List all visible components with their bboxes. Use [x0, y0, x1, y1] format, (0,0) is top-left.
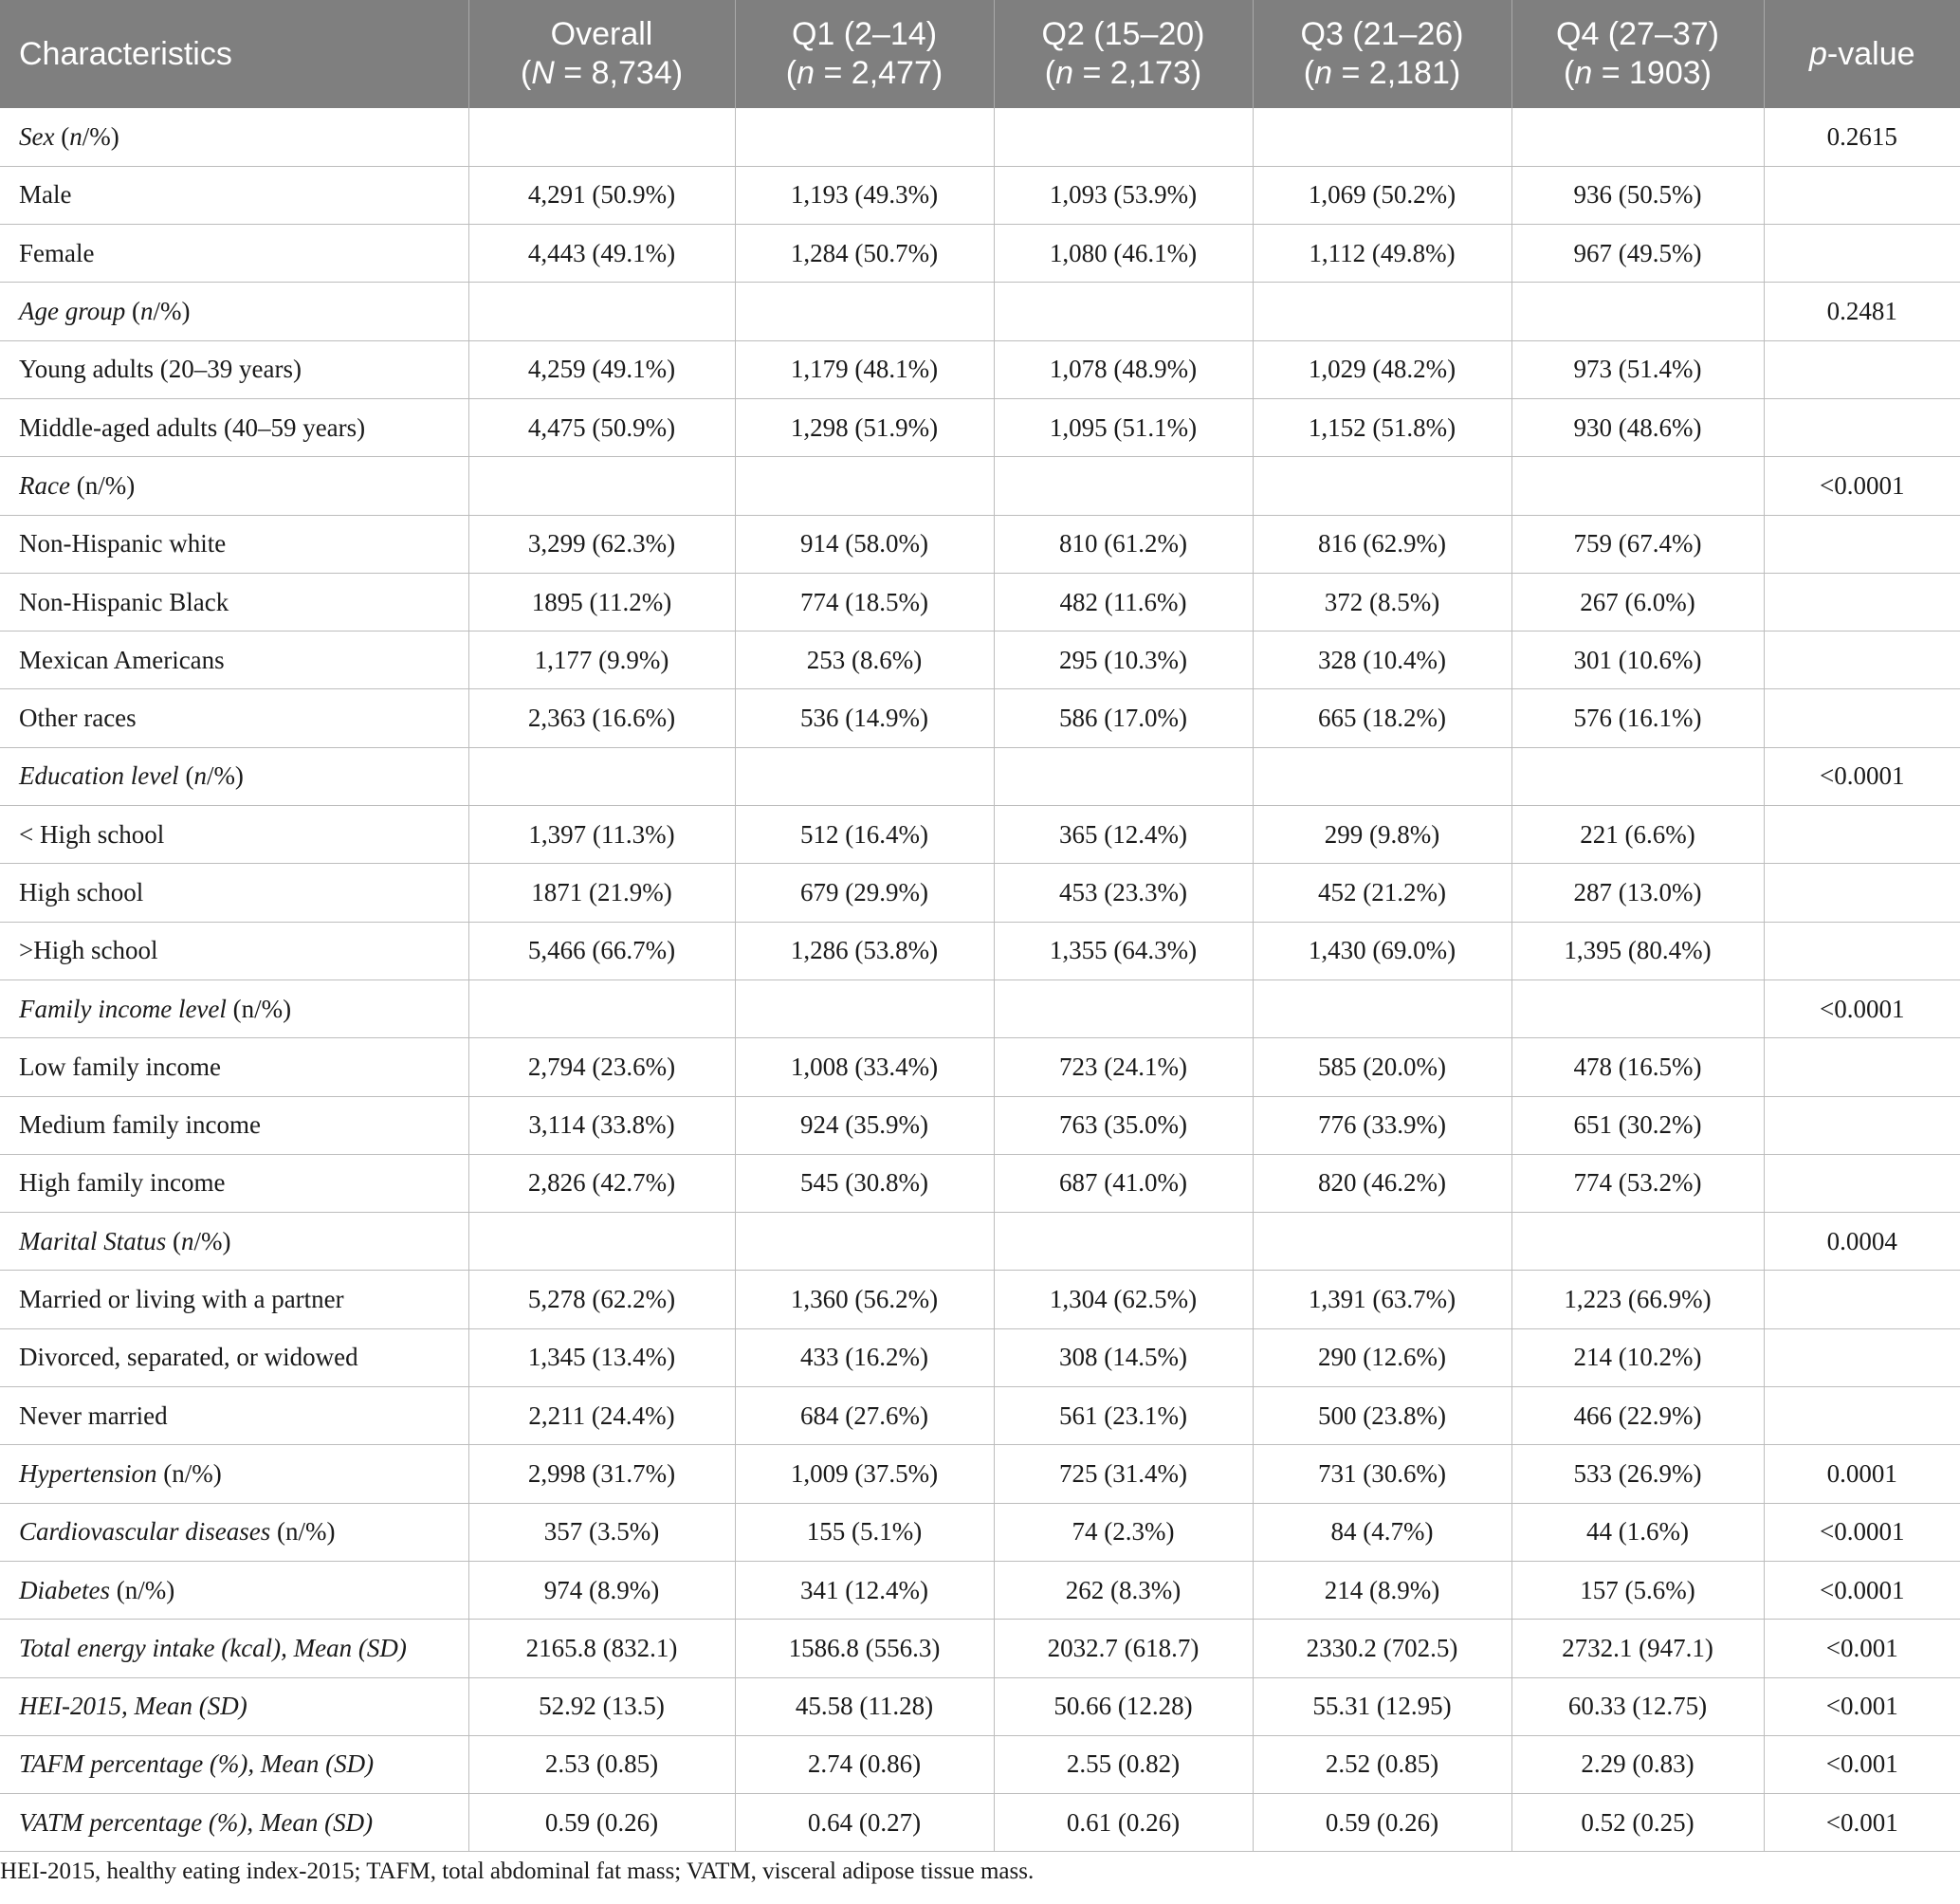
cell-q4: 1,395 (80.4%)	[1511, 922, 1764, 979]
cell-p-value: <0.0001	[1764, 747, 1960, 805]
cell-q1: 1586.8 (556.3)	[735, 1620, 994, 1677]
cell-q2	[994, 457, 1253, 515]
row-label-part: (	[54, 121, 70, 151]
cell-q3: 1,391 (63.7%)	[1253, 1271, 1511, 1328]
row-label	[0, 747, 468, 805]
row-label	[0, 864, 468, 922]
cell-p-value	[1764, 922, 1960, 979]
table-row	[0, 225, 1960, 283]
cell-q2: 1,080 (46.1%)	[994, 225, 1253, 283]
cell-q2	[994, 979, 1253, 1037]
cell-q4: 267 (6.0%)	[1511, 573, 1764, 631]
cell-q1: 0.64 (0.27)	[735, 1794, 994, 1852]
row-label	[0, 1096, 468, 1154]
cell-q3: 84 (4.7%)	[1253, 1503, 1511, 1561]
table-footnote: HEI-2015, healthy eating index-2015; TAFM, total abdominal fat mass; VATM, visceral adipose tissue mass.	[0, 1858, 1035, 1884]
cell-q3: 665 (18.2%)	[1253, 689, 1511, 747]
cell-q1: 1,284 (50.7%)	[735, 225, 994, 283]
row-label	[0, 166, 468, 224]
row-label-text: Other races	[19, 704, 137, 733]
cell-overall: 0.59 (0.26)	[468, 1794, 735, 1852]
row-label-part: (n/%)	[156, 1458, 222, 1488]
cell-q3: 55.31 (12.95)	[1253, 1677, 1511, 1735]
row-label-part: /%)	[82, 121, 119, 151]
row-label-part: /%)	[206, 761, 244, 791]
cell-p-value	[1764, 1038, 1960, 1096]
cell-q3	[1253, 283, 1511, 340]
cell-q4: 576 (16.1%)	[1511, 689, 1764, 747]
row-label-text: Female	[19, 238, 95, 267]
row-label-part: Age group	[19, 297, 126, 326]
cell-q2: 1,093 (53.9%)	[994, 166, 1253, 224]
cell-q1: 155 (5.1%)	[735, 1503, 994, 1561]
table-body	[0, 108, 1960, 1852]
row-label-part: n	[193, 761, 207, 791]
cell-overall: 4,443 (49.1%)	[468, 225, 735, 283]
cell-p-value: <0.0001	[1764, 457, 1960, 515]
cell-p-value	[1764, 515, 1960, 573]
row-label-part: (n/%)	[270, 1517, 336, 1547]
cell-q2	[994, 1213, 1253, 1271]
cell-q1: 536 (14.9%)	[735, 689, 994, 747]
cell-overall: 1,345 (13.4%)	[468, 1328, 735, 1386]
row-label	[0, 457, 468, 515]
cell-overall: 2,998 (31.7%)	[468, 1445, 735, 1503]
row-label-text: Married or living with a partner	[19, 1285, 344, 1314]
cell-q2: 586 (17.0%)	[994, 689, 1253, 747]
cell-q1: 1,286 (53.8%)	[735, 922, 994, 979]
cell-q4	[1511, 108, 1764, 166]
cell-p-value: <0.0001	[1764, 1561, 1960, 1619]
cell-q4	[1511, 747, 1764, 805]
cell-q3: 2330.2 (702.5)	[1253, 1620, 1511, 1677]
cell-q4: 60.33 (12.75)	[1511, 1677, 1764, 1735]
cell-q4: 214 (10.2%)	[1511, 1328, 1764, 1386]
table-row	[0, 457, 1960, 515]
cell-p-value	[1764, 1154, 1960, 1212]
cell-q3: 816 (62.9%)	[1253, 515, 1511, 573]
cell-q4: 44 (1.6%)	[1511, 1503, 1764, 1561]
table-row	[0, 398, 1960, 456]
table-row	[0, 340, 1960, 398]
row-label-part: Marital Status	[19, 1226, 167, 1255]
cell-p-value	[1764, 1387, 1960, 1445]
row-label	[0, 1154, 468, 1212]
table-row	[0, 166, 1960, 224]
cell-q2: 482 (11.6%)	[994, 573, 1253, 631]
cell-p-value: <0.001	[1764, 1677, 1960, 1735]
cell-q1: 1,008 (33.4%)	[735, 1038, 994, 1096]
table-row	[0, 1271, 1960, 1328]
cell-p-value: <0.0001	[1764, 1503, 1960, 1561]
cell-q1: 512 (16.4%)	[735, 806, 994, 864]
table-row	[0, 747, 1960, 805]
cell-p-value: <0.001	[1764, 1620, 1960, 1677]
table-row	[0, 1387, 1960, 1445]
table-row	[0, 806, 1960, 864]
row-label-part: (n/%)	[226, 994, 292, 1023]
cell-overall: 2,794 (23.6%)	[468, 1038, 735, 1096]
table-row	[0, 1096, 1960, 1154]
row-label-text: Never married	[19, 1401, 168, 1430]
cell-q2	[994, 283, 1253, 340]
cell-q2: 1,095 (51.1%)	[994, 398, 1253, 456]
cell-q4: 157 (5.6%)	[1511, 1561, 1764, 1619]
row-label	[0, 340, 468, 398]
row-label-text: Low family income	[19, 1052, 221, 1081]
cell-q2: 723 (24.1%)	[994, 1038, 1253, 1096]
cell-p-value: 0.2615	[1764, 108, 1960, 166]
cell-q4: 533 (26.9%)	[1511, 1445, 1764, 1503]
cell-q1: 1,360 (56.2%)	[735, 1271, 994, 1328]
row-label-part: /%)	[193, 1226, 231, 1255]
cell-q3: 1,430 (69.0%)	[1253, 922, 1511, 979]
row-label-part: (	[125, 297, 140, 326]
row-label-part: n	[181, 1226, 194, 1255]
cell-q1	[735, 747, 994, 805]
cell-q2: 365 (12.4%)	[994, 806, 1253, 864]
row-label-text: Male	[19, 180, 72, 210]
cell-p-value	[1764, 340, 1960, 398]
cell-overall: 4,259 (49.1%)	[468, 340, 735, 398]
cell-q3: 820 (46.2%)	[1253, 1154, 1511, 1212]
table-row	[0, 979, 1960, 1037]
cell-q1: 545 (30.8%)	[735, 1154, 994, 1212]
row-label	[0, 689, 468, 747]
cell-overall: 357 (3.5%)	[468, 1503, 735, 1561]
header-p-value: p-value	[1764, 0, 1960, 108]
row-label	[0, 922, 468, 979]
cell-p-value	[1764, 632, 1960, 689]
cell-p-value: <0.0001	[1764, 979, 1960, 1037]
cell-q3: 214 (8.9%)	[1253, 1561, 1511, 1619]
row-label-text: High school	[19, 878, 144, 906]
row-label-text: >High school	[19, 936, 158, 965]
row-label	[0, 1038, 468, 1096]
cell-q1: 45.58 (11.28)	[735, 1677, 994, 1735]
cell-q1: 774 (18.5%)	[735, 573, 994, 631]
table-row	[0, 864, 1960, 922]
cell-q3	[1253, 1213, 1511, 1271]
header-characteristics: Characteristics	[0, 0, 468, 108]
header-q2: Q2 (15–20) (n = 2,173)	[994, 0, 1253, 108]
cell-q3: 290 (12.6%)	[1253, 1328, 1511, 1386]
cell-q3: 452 (21.2%)	[1253, 864, 1511, 922]
cell-q3: 776 (33.9%)	[1253, 1096, 1511, 1154]
cell-p-value	[1764, 1271, 1960, 1328]
cell-q2: 1,304 (62.5%)	[994, 1271, 1253, 1328]
table-row	[0, 1794, 1960, 1852]
row-label-text: Divorced, separated, or widowed	[19, 1343, 358, 1372]
cell-p-value	[1764, 166, 1960, 224]
table-row	[0, 689, 1960, 747]
cell-q4: 1,223 (66.9%)	[1511, 1271, 1764, 1328]
cell-p-value	[1764, 864, 1960, 922]
row-label	[0, 1735, 468, 1793]
row-label-part: Hypertension	[19, 1458, 157, 1488]
cell-q2: 2.55 (0.82)	[994, 1735, 1253, 1793]
row-label-part: /%)	[153, 297, 191, 326]
cell-p-value	[1764, 1328, 1960, 1386]
row-label	[0, 806, 468, 864]
table-row	[0, 1038, 1960, 1096]
cell-q4	[1511, 457, 1764, 515]
cell-q1: 684 (27.6%)	[735, 1387, 994, 1445]
cell-overall: 5,466 (66.7%)	[468, 922, 735, 979]
cell-q1	[735, 979, 994, 1037]
row-label	[0, 398, 468, 456]
table-row	[0, 1213, 1960, 1271]
cell-q2	[994, 747, 1253, 805]
row-label-part: Education level	[19, 761, 179, 791]
table-row	[0, 922, 1960, 979]
row-label	[0, 515, 468, 573]
cell-q2: 453 (23.3%)	[994, 864, 1253, 922]
cell-q3: 0.59 (0.26)	[1253, 1794, 1511, 1852]
cell-q1: 679 (29.9%)	[735, 864, 994, 922]
cell-p-value: <0.001	[1764, 1735, 1960, 1793]
cell-p-value: <0.001	[1764, 1794, 1960, 1852]
cell-q3: 1,152 (51.8%)	[1253, 398, 1511, 456]
cell-overall: 1895 (11.2%)	[468, 573, 735, 631]
row-label-part: VATM percentage (%), Mean (SD)	[19, 1807, 374, 1837]
table-row	[0, 1677, 1960, 1735]
table-row	[0, 108, 1960, 166]
cell-overall: 4,291 (50.9%)	[468, 166, 735, 224]
cell-overall	[468, 457, 735, 515]
row-label-part: Cardiovascular diseases	[19, 1517, 271, 1547]
cell-q1	[735, 1213, 994, 1271]
cell-q2: 308 (14.5%)	[994, 1328, 1253, 1386]
row-label	[0, 1503, 468, 1561]
cell-q1: 1,193 (49.3%)	[735, 166, 994, 224]
cell-overall: 1,177 (9.9%)	[468, 632, 735, 689]
row-label	[0, 1677, 468, 1735]
table-row	[0, 1328, 1960, 1386]
cell-overall: 1871 (21.9%)	[468, 864, 735, 922]
row-label	[0, 225, 468, 283]
table-row	[0, 283, 1960, 340]
cell-q3	[1253, 108, 1511, 166]
cell-p-value	[1764, 573, 1960, 631]
cell-q3	[1253, 747, 1511, 805]
cell-overall: 52.92 (13.5)	[468, 1677, 735, 1735]
row-label	[0, 1620, 468, 1677]
cell-overall: 5,278 (62.2%)	[468, 1271, 735, 1328]
cell-q4: 759 (67.4%)	[1511, 515, 1764, 573]
row-label-part: Sex	[19, 121, 55, 151]
cell-q4: 930 (48.6%)	[1511, 398, 1764, 456]
cell-q3: 372 (8.5%)	[1253, 573, 1511, 631]
row-label-part: (n/%)	[109, 1575, 175, 1604]
row-label	[0, 1794, 468, 1852]
cell-q1: 253 (8.6%)	[735, 632, 994, 689]
cell-overall	[468, 108, 735, 166]
cell-overall: 2165.8 (832.1)	[468, 1620, 735, 1677]
row-label	[0, 1561, 468, 1619]
row-label-text: < High school	[19, 819, 165, 849]
header-overall: Overall (N = 8,734)	[468, 0, 735, 108]
row-label-text: Non-Hispanic white	[19, 529, 227, 558]
cell-q2: 725 (31.4%)	[994, 1445, 1253, 1503]
cell-p-value	[1764, 1096, 1960, 1154]
cell-q1	[735, 108, 994, 166]
row-label	[0, 1445, 468, 1503]
cell-q2: 1,078 (48.9%)	[994, 340, 1253, 398]
cell-q3: 500 (23.8%)	[1253, 1387, 1511, 1445]
table-row	[0, 1503, 1960, 1561]
cell-overall	[468, 283, 735, 340]
cell-q2: 1,355 (64.3%)	[994, 922, 1253, 979]
cell-q3: 1,069 (50.2%)	[1253, 166, 1511, 224]
cell-q1: 1,009 (37.5%)	[735, 1445, 994, 1503]
cell-q2: 687 (41.0%)	[994, 1154, 1253, 1212]
cell-p-value: 0.0001	[1764, 1445, 1960, 1503]
cell-overall	[468, 1213, 735, 1271]
cell-q2: 561 (23.1%)	[994, 1387, 1253, 1445]
table-row	[0, 632, 1960, 689]
cell-q4: 2732.1 (947.1)	[1511, 1620, 1764, 1677]
cell-q2	[994, 108, 1253, 166]
cell-q4: 287 (13.0%)	[1511, 864, 1764, 922]
cell-q1	[735, 457, 994, 515]
cell-p-value	[1764, 398, 1960, 456]
cell-p-value	[1764, 806, 1960, 864]
cell-overall: 3,299 (62.3%)	[468, 515, 735, 573]
table-row	[0, 515, 1960, 573]
row-label	[0, 1271, 468, 1328]
cell-overall	[468, 979, 735, 1037]
cell-q3	[1253, 979, 1511, 1037]
cell-q4: 973 (51.4%)	[1511, 340, 1764, 398]
row-label-text: High family income	[19, 1168, 226, 1198]
cell-q3: 731 (30.6%)	[1253, 1445, 1511, 1503]
row-label-text: Middle-aged adults (40–59 years)	[19, 412, 366, 442]
header-q3: Q3 (21–26) (n = 2,181)	[1253, 0, 1511, 108]
cell-q4: 774 (53.2%)	[1511, 1154, 1764, 1212]
cell-overall: 3,114 (33.8%)	[468, 1096, 735, 1154]
cell-q4	[1511, 1213, 1764, 1271]
cell-q2: 295 (10.3%)	[994, 632, 1253, 689]
header-q1: Q1 (2–14) (n = 2,477)	[735, 0, 994, 108]
cell-q4: 466 (22.9%)	[1511, 1387, 1764, 1445]
cell-q4: 651 (30.2%)	[1511, 1096, 1764, 1154]
cell-q1: 433 (16.2%)	[735, 1328, 994, 1386]
row-label	[0, 108, 468, 166]
row-label-part: n	[69, 121, 82, 151]
cell-q1	[735, 283, 994, 340]
table-row	[0, 1445, 1960, 1503]
table-header	[0, 0, 1960, 108]
row-label-part: (	[178, 761, 194, 791]
cell-q2: 763 (35.0%)	[994, 1096, 1253, 1154]
cell-q4: 478 (16.5%)	[1511, 1038, 1764, 1096]
row-label	[0, 1328, 468, 1386]
cell-q1: 341 (12.4%)	[735, 1561, 994, 1619]
cell-q1: 924 (35.9%)	[735, 1096, 994, 1154]
cell-q4: 301 (10.6%)	[1511, 632, 1764, 689]
cell-q1: 2.74 (0.86)	[735, 1735, 994, 1793]
cell-overall: 2,211 (24.4%)	[468, 1387, 735, 1445]
cell-p-value: 0.0004	[1764, 1213, 1960, 1271]
row-label-part: Family income level	[19, 994, 227, 1023]
cell-p-value	[1764, 689, 1960, 747]
cell-q4: 2.29 (0.83)	[1511, 1735, 1764, 1793]
cell-q4: 221 (6.6%)	[1511, 806, 1764, 864]
header-q4: Q4 (27–37) (n = 1903)	[1511, 0, 1764, 108]
cell-q1: 1,179 (48.1%)	[735, 340, 994, 398]
row-label-part: n	[139, 297, 154, 326]
cell-q4: 967 (49.5%)	[1511, 225, 1764, 283]
cell-overall: 1,397 (11.3%)	[468, 806, 735, 864]
cell-q1: 914 (58.0%)	[735, 515, 994, 573]
cell-overall: 2,826 (42.7%)	[468, 1154, 735, 1212]
cell-q4	[1511, 283, 1764, 340]
row-label	[0, 283, 468, 340]
row-label	[0, 979, 468, 1037]
cell-q3: 1,029 (48.2%)	[1253, 340, 1511, 398]
cell-q3: 299 (9.8%)	[1253, 806, 1511, 864]
cell-q3: 2.52 (0.85)	[1253, 1735, 1511, 1793]
cell-q2: 50.66 (12.28)	[994, 1677, 1253, 1735]
row-label-part: HEI-2015, Mean (SD)	[19, 1692, 247, 1721]
table-row	[0, 1735, 1960, 1793]
cell-q3: 1,112 (49.8%)	[1253, 225, 1511, 283]
row-label	[0, 1387, 468, 1445]
cell-q2: 2032.7 (618.7)	[994, 1620, 1253, 1677]
cell-q3: 328 (10.4%)	[1253, 632, 1511, 689]
row-label-text: Mexican Americans	[19, 645, 225, 674]
row-label-part: Total energy intake (kcal), Mean (SD)	[19, 1633, 407, 1662]
cell-q4: 0.52 (0.25)	[1511, 1794, 1764, 1852]
table-row	[0, 1561, 1960, 1619]
cell-overall: 4,475 (50.9%)	[468, 398, 735, 456]
cell-q4	[1511, 979, 1764, 1037]
cell-overall: 974 (8.9%)	[468, 1561, 735, 1619]
cell-overall	[468, 747, 735, 805]
cell-overall: 2.53 (0.85)	[468, 1735, 735, 1793]
row-label	[0, 573, 468, 631]
cell-p-value	[1764, 225, 1960, 283]
cell-q2: 810 (61.2%)	[994, 515, 1253, 573]
cell-overall: 2,363 (16.6%)	[468, 689, 735, 747]
cell-q2: 74 (2.3%)	[994, 1503, 1253, 1561]
row-label	[0, 632, 468, 689]
row-label-text: Non-Hispanic Black	[19, 587, 229, 616]
row-label-part: (n/%)	[69, 470, 136, 500]
table-row	[0, 573, 1960, 631]
cell-p-value: 0.2481	[1764, 283, 1960, 340]
cell-q1: 1,298 (51.9%)	[735, 398, 994, 456]
cell-q3: 585 (20.0%)	[1253, 1038, 1511, 1096]
cell-q2: 262 (8.3%)	[994, 1561, 1253, 1619]
table-row	[0, 1620, 1960, 1677]
row-label-text: Young adults (20–39 years)	[19, 355, 302, 384]
row-label-part: (	[166, 1226, 182, 1255]
row-label-part: Race	[19, 470, 70, 500]
cell-q3	[1253, 457, 1511, 515]
header-row	[0, 0, 1960, 108]
cell-q4: 936 (50.5%)	[1511, 166, 1764, 224]
row-label-text: Medium family income	[19, 1110, 261, 1140]
row-label-part: Diabetes	[19, 1575, 110, 1604]
cell-q2: 0.61 (0.26)	[994, 1794, 1253, 1852]
row-label	[0, 1213, 468, 1271]
row-label-part: TAFM percentage (%), Mean (SD)	[19, 1749, 375, 1779]
table-row	[0, 1154, 1960, 1212]
